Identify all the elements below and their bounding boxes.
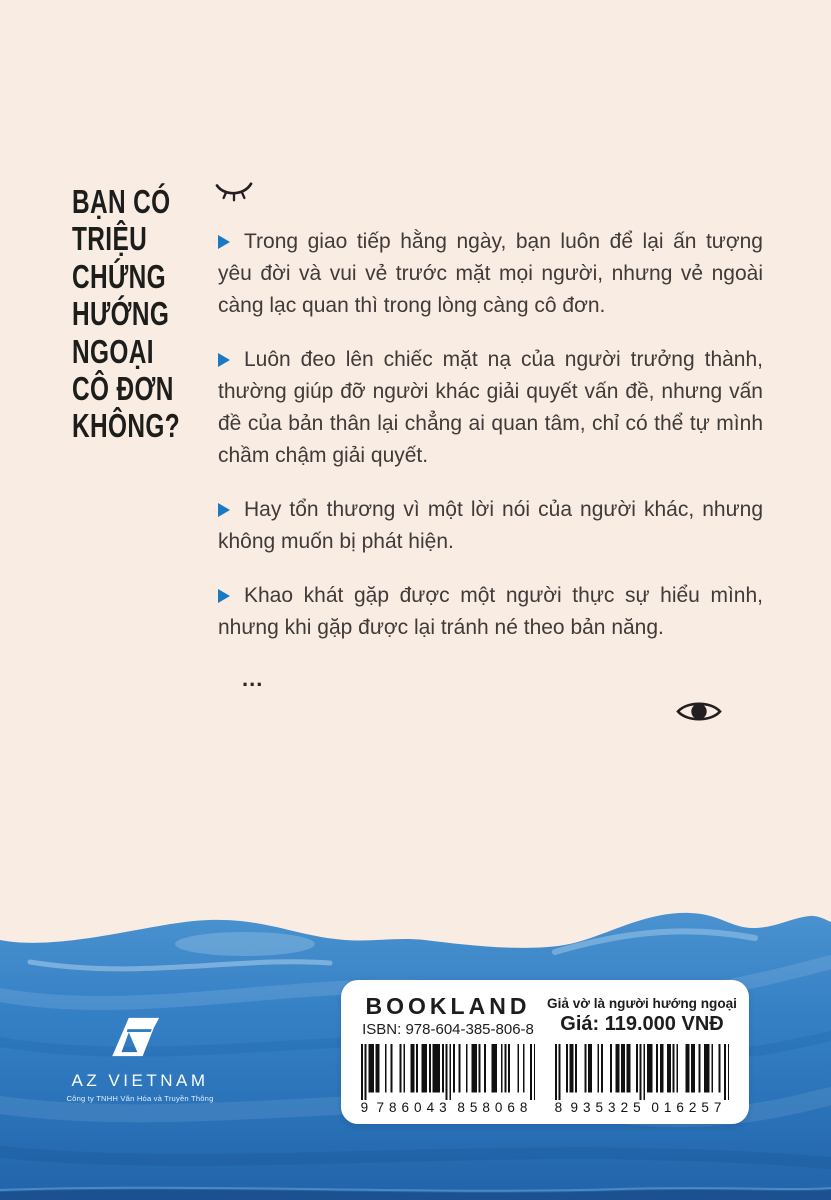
description-column (218, 226, 763, 692)
title-line: NGOẠI (72, 332, 154, 370)
title-line: TRIỆU (72, 220, 148, 258)
price-column (547, 993, 737, 1115)
bullet-text: Khao khát gặp được một người thực sự hiểu mình, nhưng khi gặp được lại tránh né theo bản năng. (218, 584, 763, 639)
closed-eye-icon (215, 181, 253, 205)
title-line: CHỨNG (72, 257, 167, 295)
price: Giá: 119.000 VNĐ (560, 1013, 724, 1035)
store-name: BOOKLAND (365, 993, 531, 1019)
publisher-block (58, 1008, 222, 1103)
price-barcode-digits (555, 1101, 730, 1114)
bullet-text: Hay tổn thương vì một lời nói của người khác, nhưng không muốn bị phát hiện. (218, 498, 763, 553)
publisher-subtitle: Công ty TNHH Văn Hóa và Truyền Thông (66, 1094, 214, 1103)
open-eye-icon (676, 699, 722, 725)
price-label (341, 980, 749, 1124)
triangle-bullet-icon (218, 503, 230, 517)
barcode-digit: 8 (554, 1100, 563, 1115)
isbn-barcode-digits (361, 1101, 536, 1114)
price-barcode (555, 1044, 730, 1100)
title-line: CÔ ĐƠN (72, 370, 174, 408)
book-title: Giả vờ là người hướng ngoại (547, 996, 737, 1011)
triangle-bullet-icon (218, 353, 230, 367)
title-line: KHÔNG? (72, 407, 181, 445)
bullet-text: Luôn đeo lên chiếc mặt nạ của người trưởng thành, thường giúp đỡ người khác giải quyết vấn đề, nhưng vấn đề của bản thân lại chẳng ai quan tâm, chỉ có thể tự mình chầm chậm giải quyết. (218, 348, 763, 467)
isbn-barcode (361, 1044, 536, 1100)
bullet-paragraph (218, 494, 763, 558)
barcode-digits-group: 935325 (570, 1100, 646, 1115)
barcode-digits-group: 786043 (376, 1100, 452, 1115)
bullet-paragraph (218, 580, 763, 644)
triangle-bullet-icon (218, 235, 230, 249)
isbn-column (357, 993, 539, 1114)
barcode-digit: 9 (360, 1100, 369, 1115)
ellipsis-text: ... (242, 666, 264, 691)
title-line: BẠN CÓ (72, 183, 171, 220)
title-line: HƯỚNG (72, 295, 170, 333)
az-vietnam-logo-icon (107, 1008, 173, 1066)
triangle-bullet-icon (218, 589, 230, 603)
bullet-paragraph (218, 344, 763, 472)
bullet-paragraph (218, 226, 763, 322)
barcode-digits-group: 858068 (457, 1100, 533, 1115)
bullet-text: Trong giao tiếp hằng ngày, bạn luôn để lại ấn tượng yêu đời và vui vẻ trước mặt mọi người, nhưng vẻ ngoài càng lạc quan thì trong lòng càng cô đơn. (218, 230, 763, 317)
barcode-digits-group: 016257 (651, 1100, 727, 1115)
publisher-name: AZ VIETNAM (71, 1071, 209, 1090)
isbn-text: ISBN: 978-604-385-806-8 (362, 1021, 534, 1038)
cover-title (72, 183, 218, 445)
